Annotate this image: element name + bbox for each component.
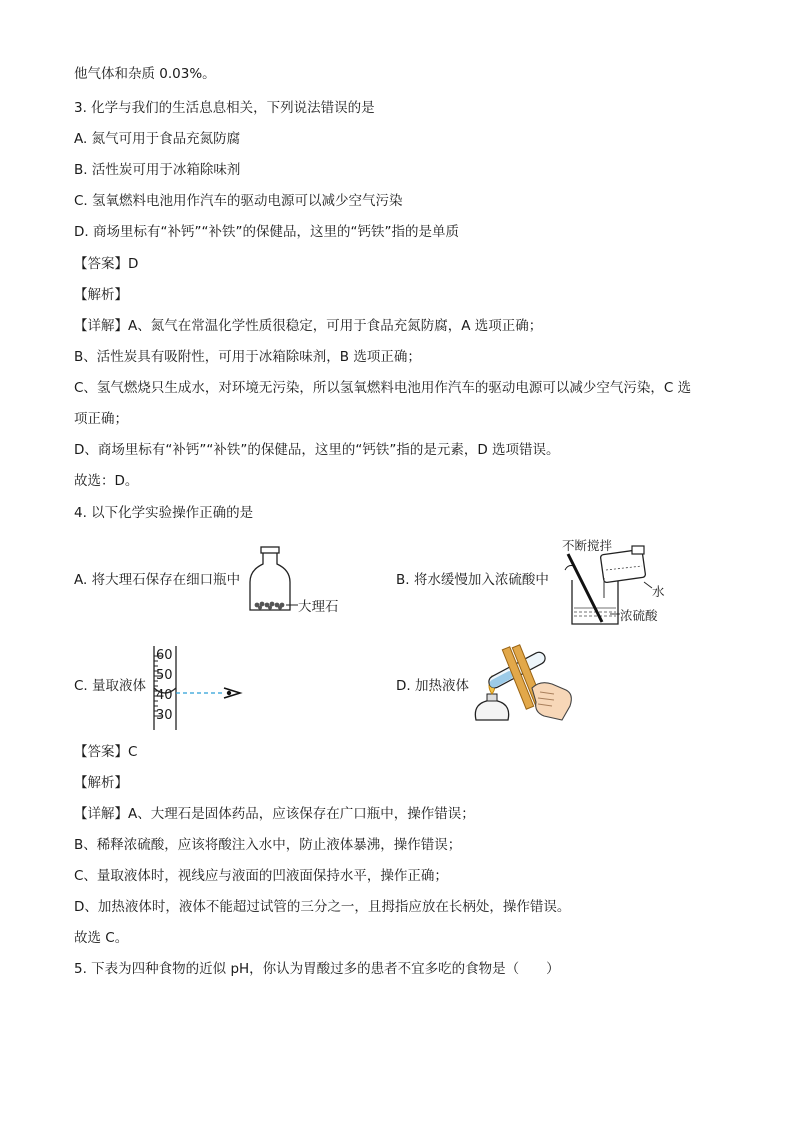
q3-explain-c1: C、氢气燃烧只生成水，对环境无污染，所以氢氧燃料电池用作汽车的驱动电源可以减少空气污染，C 选 (74, 380, 692, 396)
q4-explain-a-line (74, 804, 475, 824)
marble-label: 大理石 (298, 599, 339, 615)
q3-answer-line (74, 254, 138, 274)
q4-answer-line (74, 742, 137, 762)
bottle-body (250, 553, 290, 610)
tick-60: 60 (156, 648, 173, 663)
q3-answer-tag: 【答案】 (74, 256, 128, 272)
q3-answer-value: D (128, 256, 139, 272)
q3-option-b: B. 活性炭可用于冰箱除味剂 (74, 162, 241, 178)
tick-40: 40 (156, 688, 173, 703)
q3-explain-d: D、商场里标有“补钙”“补铁”的保健品，这里的“钙铁”指的是元素，D 选项错误。 (74, 442, 560, 458)
beaker (572, 580, 618, 624)
q3-explain-c2: 项正确； (74, 411, 128, 427)
q4-conclusion: 故选 C。 (74, 930, 129, 946)
q4-explain-d: D、加热液体时，液体不能超过试管的三分之一，且拇指应放在长柄处，操作错误。 (74, 899, 571, 915)
q4-option-a: A. 将大理石保存在细口瓶中 (74, 572, 241, 588)
water-label: 水 (652, 584, 665, 599)
q4-detail-tag: 【详解】 (74, 806, 128, 822)
eye-icon (224, 688, 240, 698)
q3-analysis-tag: 【解析】 (74, 287, 128, 303)
stir-label: 不断搅拌 (562, 538, 613, 553)
intro-tail-text: 他气体和杂质 0.03%。 (74, 66, 216, 82)
q4-explain-a: A、大理石是固体药品，应该保存在广口瓶中，操作错误； (128, 806, 475, 822)
tick-30: 30 (156, 708, 173, 723)
q4-analysis-tag: 【解析】 (74, 775, 128, 791)
tick-50: 50 (156, 668, 173, 683)
q4-option-b: B. 将水缓慢加入浓硫酸中 (396, 572, 549, 588)
q3-detail-tag: 【详解】 (74, 318, 128, 334)
q4-stem: 4. 以下化学实验操作正确的是 (74, 505, 254, 521)
q4-explain-c: C、量取液体时，视线应与液面的凹液面保持水平，操作正确； (74, 868, 448, 884)
q4-answer-tag: 【答案】 (74, 744, 128, 760)
q4-answer-value: C (128, 744, 138, 760)
q4-option-d: D. 加热液体 (396, 678, 469, 694)
water-leader-line (644, 582, 652, 588)
q4-option-c: C. 量取液体 (74, 678, 147, 694)
bottle-stopper (261, 547, 279, 553)
q3-explain-b: B、活性炭具有吸附性，可用于冰箱除味剂，B 选项正确； (74, 349, 421, 365)
q3-option-d: D. 商场里标有“补钙”“补铁”的保健品，这里的“钙铁”指的是单质 (74, 224, 459, 240)
q5-stem: 5. 下表为四种食物的近似 pH，你认为胃酸过多的患者不宜多吃的食物是（ ） (74, 961, 560, 977)
heating-test-tube-figure (470, 636, 580, 726)
q3-conclusion: 故选：D。 (74, 473, 139, 489)
acid-label: 浓硫酸 (620, 608, 658, 623)
q3-option-c: C. 氢氧燃料电池用作汽车的驱动电源可以减少空气污染 (74, 193, 403, 209)
q4-explain-b: B、稀释浓硫酸，应该将酸注入水中，防止液体暴沸，操作错误； (74, 837, 462, 853)
marble-pieces (255, 602, 285, 610)
hand-icon (532, 683, 571, 720)
q3-option-a: A. 氮气可用于食品充氮防腐 (74, 131, 241, 147)
q3-explain-a-line (74, 316, 542, 336)
q3-explain-a: A、氮气在常温化学性质很稳定，可用于食品充氮防腐，A 选项正确； (128, 318, 543, 334)
q3-stem: 3. 化学与我们的生活息息相关，下列说法错误的是 (74, 100, 375, 116)
